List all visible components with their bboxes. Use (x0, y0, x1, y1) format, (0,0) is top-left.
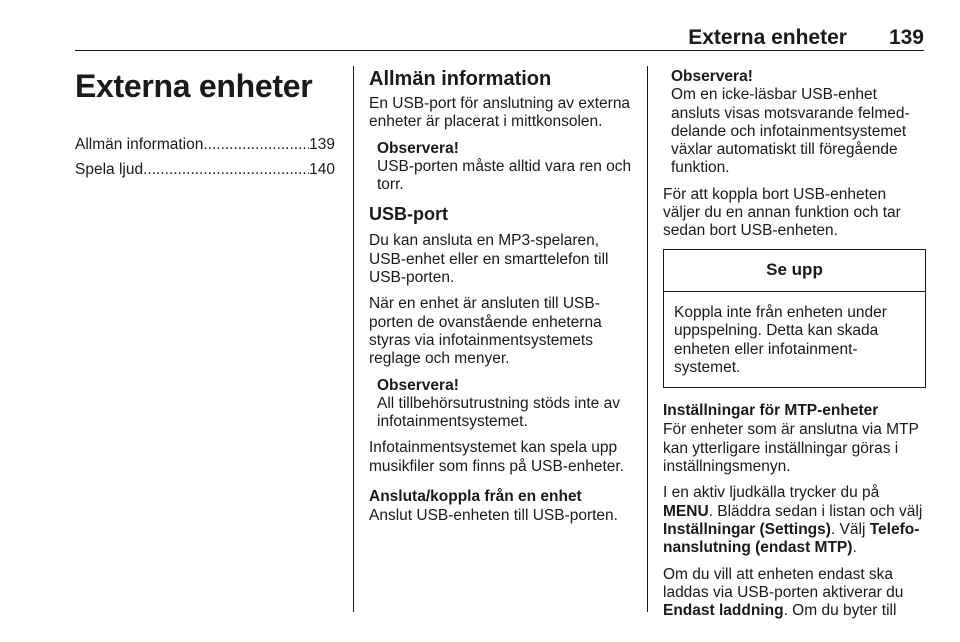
note-label: Observera! (377, 376, 459, 394)
chapter-title: Externa enheter (75, 68, 313, 104)
paragraph: Infotainmentsystemet kan spela upp musikfiler som finns på USB-enheter. (369, 439, 624, 475)
note-text: All tillbehörsutrustning stöds inte av infotainmentsystemet. (377, 394, 620, 431)
text-run: . Bläddra sedan i listan och välj (708, 502, 923, 520)
toc-entry-page: 139 (309, 136, 335, 153)
note-text: USB-porten måste alltid vara ren och torr. (377, 157, 632, 194)
note-label: Observera! (671, 68, 753, 85)
column-toc (75, 60, 335, 187)
note-box (663, 68, 926, 178)
paragraph: För att koppla bort USB-enheten väljer du en annan funktion och tar sedan bort USB-enheten. (663, 185, 901, 240)
charge-only-label: Endast laddning (663, 602, 784, 620)
paragraph: Du kan ansluta en MP3-spelaren, USB-enhet eller en smarttelefon till USB-porten. (369, 232, 609, 287)
text-run: . Om du byter till (783, 602, 897, 620)
note-box (369, 377, 635, 432)
paragraph-charge-only (663, 566, 926, 621)
text-run: . (852, 539, 857, 557)
text-run: I en aktiv ljudkälla trycker du på (663, 484, 880, 502)
toc-entry-label: Allmän information (75, 136, 204, 153)
text-run: . Välj (830, 520, 870, 538)
note-text: Om en icke-läsbar USB-enhet ansluts visas motsvarande felmeddelande och infotainmentsystemet växlar automatiskt till föregående funktion. (671, 86, 910, 177)
heading-general-info: Allmän information (369, 68, 552, 90)
heading-usb-port: USB-port (369, 204, 448, 225)
paragraph: Anslut USB-enheten till USB-porten. (369, 507, 618, 525)
toc-entry-play-audio[interactable] (75, 161, 335, 179)
page-header (688, 26, 924, 50)
phone-connection-label: Telefonanslutning (endast MTP) (663, 520, 920, 557)
text-run: Om du vill att enheten endast ska laddas via USB-porten aktiverar du (663, 565, 904, 601)
running-section-title: Externa enheter (688, 26, 847, 49)
caution-text: Koppla inte från enheten under uppspelning. Detta kan skada enheten eller infotainmentsystemet. (674, 303, 887, 376)
toc-entry-page: 140 (309, 161, 335, 179)
header-divider (75, 50, 924, 51)
paragraph-menu-instructions (663, 484, 926, 557)
toc-leader-dots (203, 136, 309, 154)
toc-leader-dots (143, 161, 309, 179)
caution-title: Se upp (664, 250, 925, 292)
settings-menu-label: Inställningar (Settings) (663, 520, 831, 538)
column-usb-details (663, 60, 926, 628)
column-divider-1 (353, 66, 354, 612)
column-divider-2 (647, 66, 648, 612)
page-number: 139 (888, 26, 924, 49)
heading-mtp-settings: Inställningar för MTP-enheter (663, 402, 879, 420)
note-label: Observera! (377, 139, 459, 157)
menu-button-label: MENU (663, 502, 709, 520)
intro-paragraph: En USB-port för anslutning av externa enheter är placerat i mittkonsolen. (369, 95, 631, 131)
toc-entry-label: Spela ljud (75, 161, 144, 179)
toc-entry-general[interactable] (75, 136, 335, 154)
caution-box (663, 249, 926, 388)
note-box (369, 140, 635, 195)
paragraph: När en enhet är ansluten till USB-porten de ovanstående enheterna styras via infotainmentsystemets reglage och menyer. (369, 295, 602, 368)
heading-connect-disconnect: Ansluta/koppla från en enhet (369, 488, 582, 506)
paragraph: För enheter som är anslutna via MTP kan ytterligare inställningar göras i inställningsmenyn. (663, 421, 919, 476)
column-general-info (369, 60, 635, 534)
